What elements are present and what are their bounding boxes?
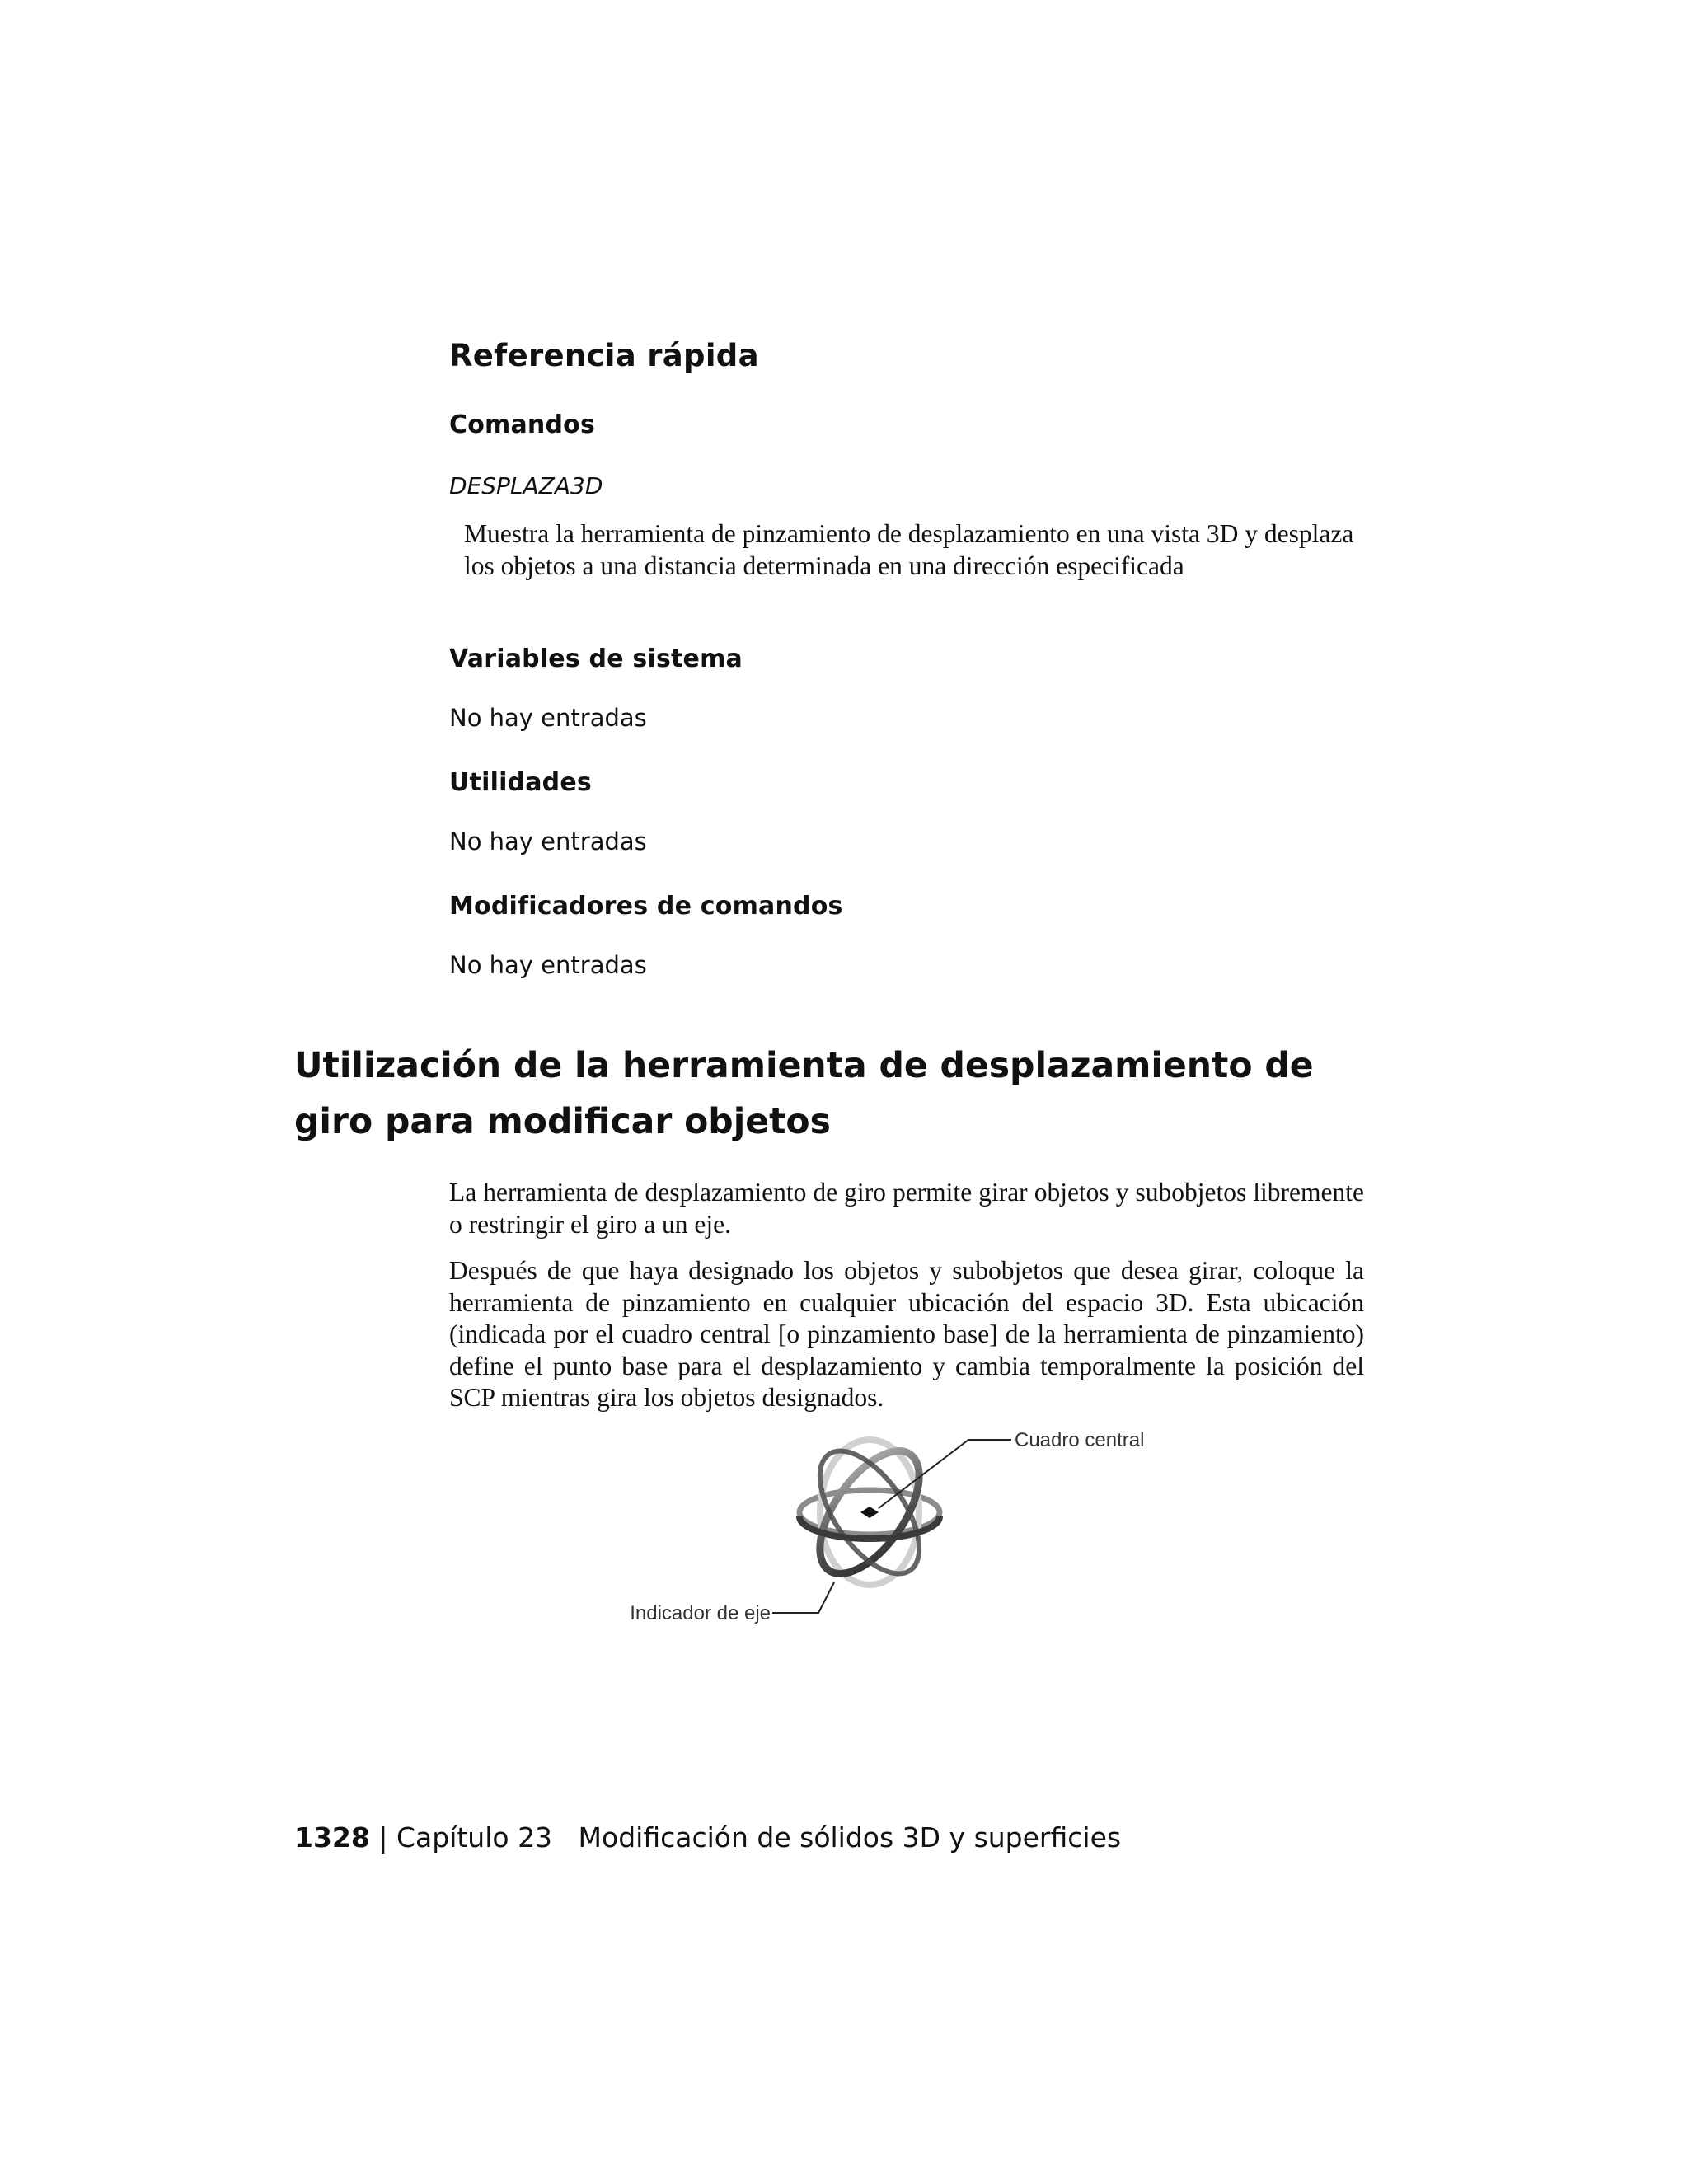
chapter-title: Modificación de sólidos 3D y superficies [578,1821,1122,1854]
commands-heading: Comandos [449,410,596,439]
rotate-gizmo-figure [602,1426,1179,1624]
rotate-gizmo-diagram [602,1426,1179,1624]
axis-indicator-label: Indicador de eje [630,1602,771,1624]
rotate-gizmo-icon [799,1434,940,1590]
system-variables-entry: No hay entradas [449,704,647,732]
page-footer [294,1821,1121,1854]
system-variables-heading: Variables de sistema [449,644,743,673]
command-description: Muestra la herramienta de pinzamiento de desplazamiento en una vista 3D y desplaza los objetos a una distancia determinada en una dirección especificada [464,519,1354,580]
axis-indicator-leader-line [772,1582,834,1613]
quick-reference-title: Referencia rápida [449,338,759,373]
section-paragraph-2: Después de que haya designado los objetos y subobjetos que desea girar, coloque la herramienta de pinzamiento en cualquier ubicación del espacio 3D. Esta ubicación (indicada por el cuadro central [o pinzamiento base] de la herramienta de pinzamiento) define el punto base para el desplazamiento y cambia temporalmente la posición del SCP mientras gira los objetos designados. [449,1256,1364,1412]
command-name: DESPLAZA3D [449,472,603,499]
command-modifiers-entry: No hay entradas [449,951,647,979]
utilities-entry: No hay entradas [449,827,647,855]
center-box-label: Cuadro central [1015,1429,1145,1451]
footer-separator: | [378,1821,388,1854]
command-modifiers-heading: Modificadores de comandos [449,892,843,921]
chapter-label: Capítulo 23 [396,1821,553,1854]
section-title: Utilización de la herramienta de desplazamiento de giro para modificar objetos [294,1046,1314,1142]
axis-indicator-callout [630,1582,834,1624]
section-paragraph-1: La herramienta de desplazamiento de giro permite girar objetos y subobjetos libremente o restringir el giro a un eje. [449,1178,1364,1239]
utilities-heading: Utilidades [449,768,592,797]
page-number: 1328 [294,1821,370,1854]
center-box [860,1507,879,1518]
